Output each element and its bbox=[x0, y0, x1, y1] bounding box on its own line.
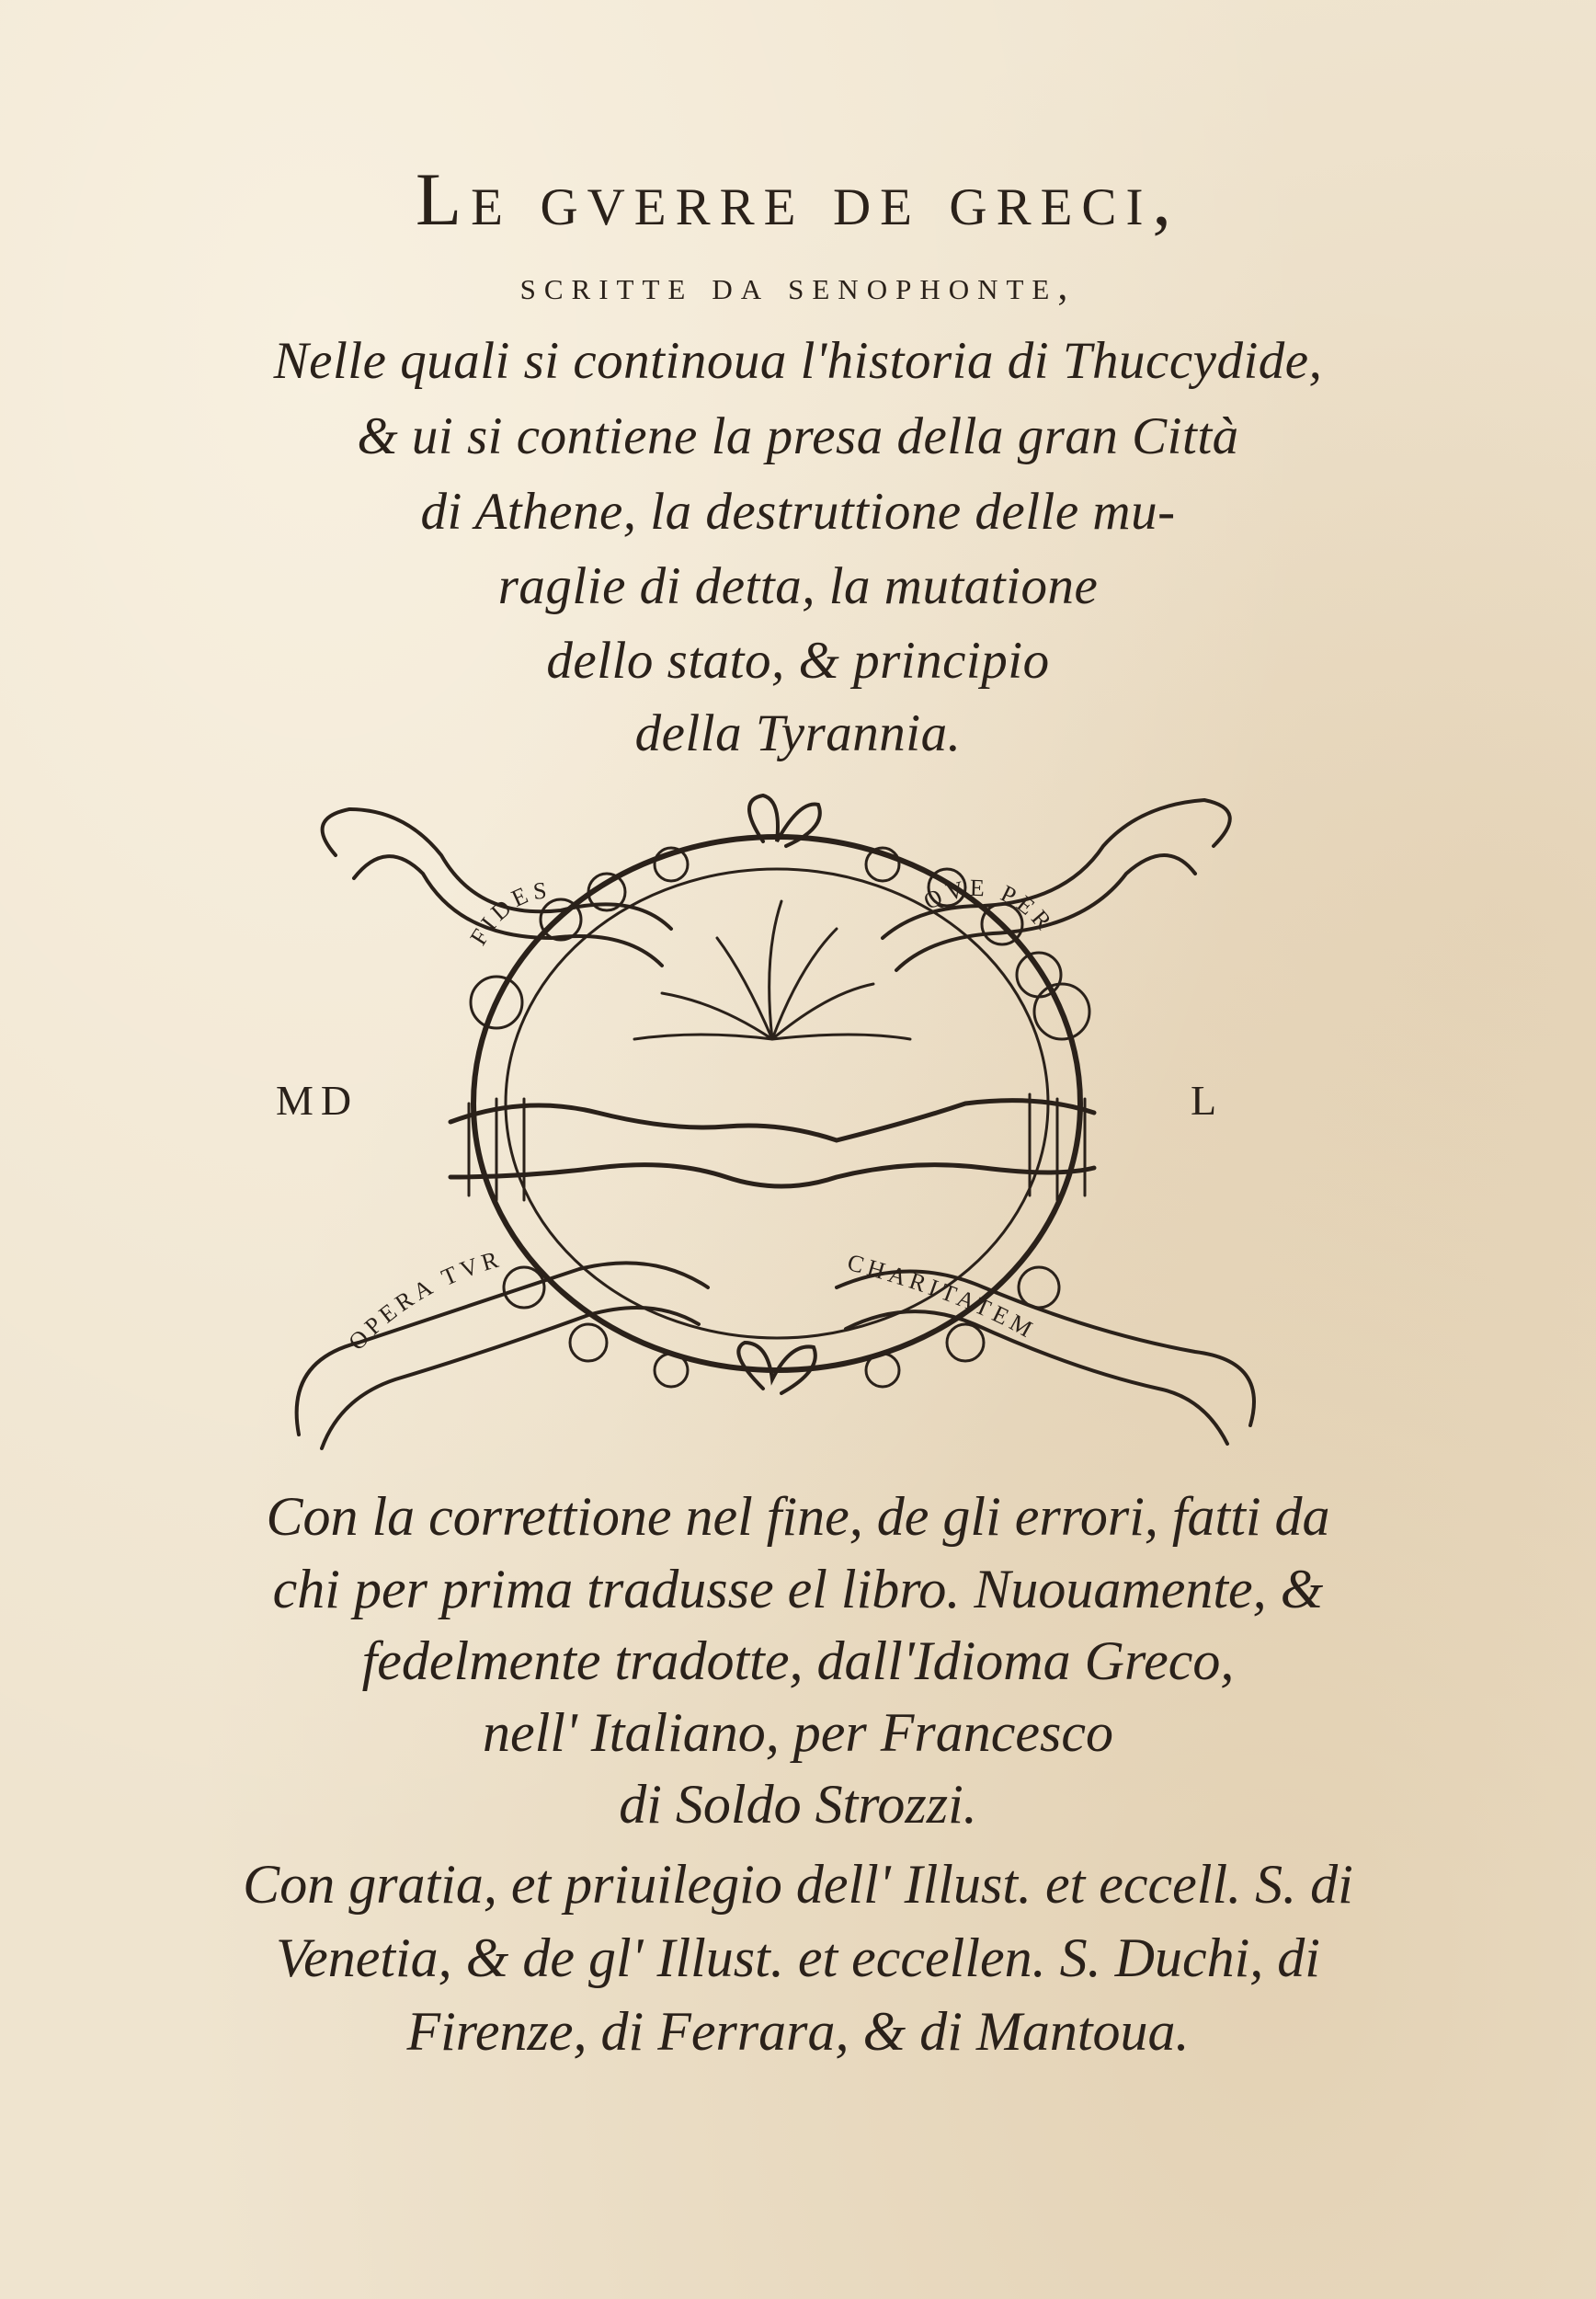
description-line: & ui si contiene la presa della gran Città bbox=[357, 407, 1239, 465]
motto-lower-left: OPERA TVR bbox=[343, 1244, 506, 1355]
translation-line: fedelmente tradotte, dall'Idioma Greco, bbox=[361, 1630, 1235, 1691]
motto-lower-right: CHARITATEM bbox=[844, 1248, 1042, 1345]
description-line: Nelle quali si continoua l'historia di Thuccydide, bbox=[273, 332, 1323, 390]
description-line: raglie di detta, la mutatione bbox=[497, 557, 1099, 615]
privilege-line: Firenze, di Ferrara, & di Mantoua. bbox=[406, 2001, 1190, 2062]
translation-line: nell' Italiano, per Francesco bbox=[482, 1702, 1113, 1763]
translation-line: Con la correttione nel fine, de gli errori, fatti da bbox=[266, 1486, 1330, 1547]
motto-upper-left: FIDES bbox=[464, 876, 553, 950]
translation-line: di Soldo Strozzi. bbox=[619, 1774, 977, 1835]
date-left: MD bbox=[276, 1077, 359, 1124]
privilege-line: Con gratia, et priuilegio dell' Illust. et eccell. S. di bbox=[243, 1854, 1353, 1915]
date-right: L bbox=[1191, 1077, 1225, 1124]
book-subtitle: scritte da senophonte, bbox=[519, 263, 1077, 308]
book-title: Le gverre de greci, bbox=[416, 157, 1180, 241]
description-line: dello stato, & principio bbox=[546, 632, 1050, 690]
description-line: della Tyrannia. bbox=[634, 704, 962, 762]
printers-device-woodcut bbox=[285, 791, 1269, 1453]
privilege-line: Venetia, & de gl' Illust. et eccellen. S. Duchi, di bbox=[276, 1927, 1320, 1988]
translation-line: chi per prima tradusse el libro. Nuouamente, & bbox=[272, 1559, 1324, 1619]
motto-upper-right: QVE PER bbox=[919, 874, 1060, 938]
description-line: di Athene, la destruttione delle mu- bbox=[420, 483, 1176, 541]
